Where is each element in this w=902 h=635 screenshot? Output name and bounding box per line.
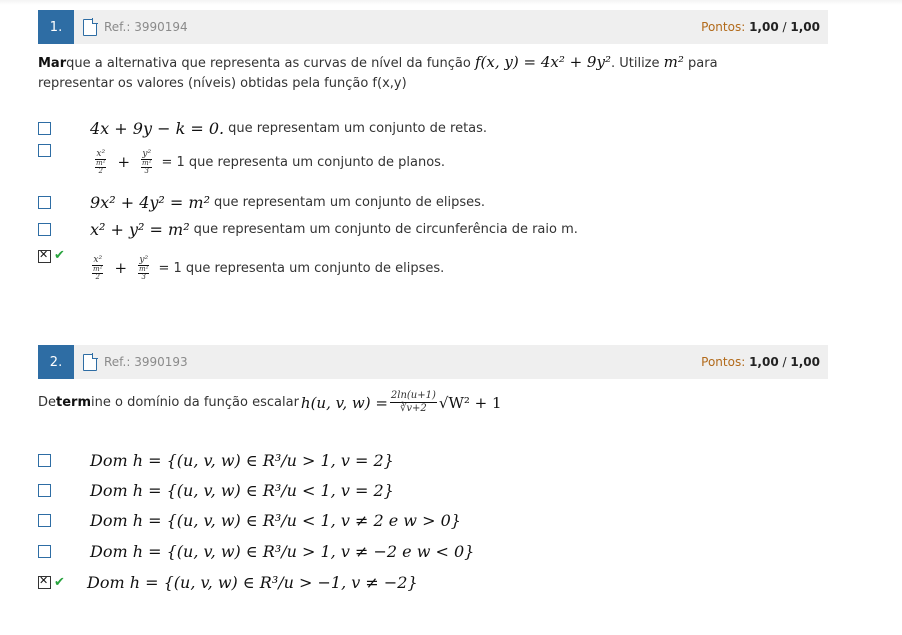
statement-text-2: ine o domínio da função escalar [91,394,299,410]
statement-fraction: $\frac{2\ln(u+1)}{∛v+2}$ [390,390,436,414]
fraction-y: $\frac{\text{y²}}{\frac{\text{m²}}{3}}$ [139,255,149,281]
option-math: x² + y² = m² [90,219,190,239]
option-math: 4x + 9y − k = 0. [90,118,225,138]
points-max: 1,00 [790,355,820,369]
statement-bold: term [56,394,92,410]
question-ref: Ref.: 3990194 [104,20,188,34]
option-math: Dom h = {(u, v, w) ∈ R³/u < 1, v ≠ 2 e w > 0} [90,510,461,530]
option-math: Dom h = {(u, v, w) ∈ R³/u < 1, v = 2} [90,480,394,500]
question-2-header [38,345,828,379]
checkbox-icon[interactable] [38,122,51,135]
points-display [701,355,820,369]
checkbox-icon[interactable] [38,144,51,157]
statement-line-2: representar os valores (níveis) obtidas pela função f(x,y) [38,76,407,91]
statement-bold: Mar [38,56,67,71]
question-number: 2. [38,345,74,379]
checkbox-checked-icon[interactable] [38,576,51,589]
q1-option-3[interactable] [38,190,828,214]
option-text: que representam um conjunto de retas. [228,120,488,136]
q2-option-5[interactable] [38,570,828,594]
statement-text: De [38,394,57,410]
points-max: 1,00 [790,20,820,34]
question-1-statement [38,52,828,94]
q2-option-2[interactable] [38,478,828,502]
checkmark-icon: ✔ [54,248,65,263]
q2-option-3[interactable] [38,508,828,532]
q1-option-1[interactable] [38,116,828,140]
points-separator: / [782,355,787,369]
statement-m2: m² [663,53,684,71]
checkbox-icon[interactable] [38,223,51,236]
q1-option-5[interactable]: ✕ ✔ $\frac{\text{x²}}{\frac{\text{m²}}{2}}$ + $\frac{\text{y²}}{\frac{\text{m²}}{3}}$ = 1 que representa um conjunto de elipses. [38,246,828,290]
points-label: Pontos: [701,20,746,34]
checkbox-icon[interactable] [38,545,51,558]
statement-sqrt: √W² + 1 [438,393,502,412]
q2-option-1[interactable] [38,448,828,472]
checkmark-icon: ✔ [54,574,65,590]
statement-text: que a alternativa que representa as curvas de nível da função [66,56,475,71]
checkbox-checked-icon[interactable] [38,250,51,263]
option-math: Dom h = {(u, v, w) ∈ R³/u > 1, v = 2} [90,450,394,470]
points-value: 1,00 [749,20,779,34]
statement-function: h(u, v, w) = [300,393,388,412]
statement-text-end: para [683,56,718,71]
checkbox-icon[interactable] [38,484,51,497]
document-icon [83,19,97,36]
option-text: que representam um conjunto de elipses. [214,194,486,210]
fraction-y: $\frac{\text{y²}}{\frac{\text{m²}}{3}}$ [142,149,152,175]
q1-option-2[interactable]: $\frac{\text{x²}}{\frac{\text{m²}}{2}}$ + $\frac{\text{y²}}{\frac{\text{m²}}{3}}$ = 1 que representa um conjunto de planos. [38,140,828,184]
points-display [701,20,820,34]
checkbox-icon[interactable] [38,454,51,467]
option-text: que representam um conjunto de circunferência de raio m. [193,221,578,237]
option-text: = 1 que representa um conjunto de planos. [161,154,446,170]
statement-text-mid: . Utilize [610,56,664,71]
q1-option-4[interactable] [38,217,828,241]
question-number: 1. [38,10,74,44]
document-icon [83,354,97,371]
q2-option-4[interactable] [38,539,828,563]
question-ref: Ref.: 3990193 [104,355,188,369]
statement-function: f(x, y) = 4x² + 9y² [474,53,611,71]
option-math: Dom h = {(u, v, w) ∈ R³/u > −1, v ≠ −2} [87,572,418,592]
points-label: Pontos: [701,355,746,369]
fraction-x: $\frac{\text{x²}}{\frac{\text{m²}}{2}}$ [96,149,106,175]
top-divider [0,0,902,5]
option-text: = 1 que representa um conjunto de elipses. [158,260,445,276]
points-value: 1,00 [749,355,779,369]
checkbox-icon[interactable] [38,514,51,527]
question-2-statement [38,390,828,415]
checkbox-icon[interactable] [38,196,51,209]
option-math: 9x² + 4y² = m² [90,192,210,212]
points-separator: / [782,20,787,34]
question-1-header [38,10,828,44]
option-math: Dom h = {(u, v, w) ∈ R³/u > 1, v ≠ −2 e w < 0} [90,541,475,561]
fraction-x: $\frac{\text{x²}}{\frac{\text{m²}}{2}}$ [93,255,103,281]
